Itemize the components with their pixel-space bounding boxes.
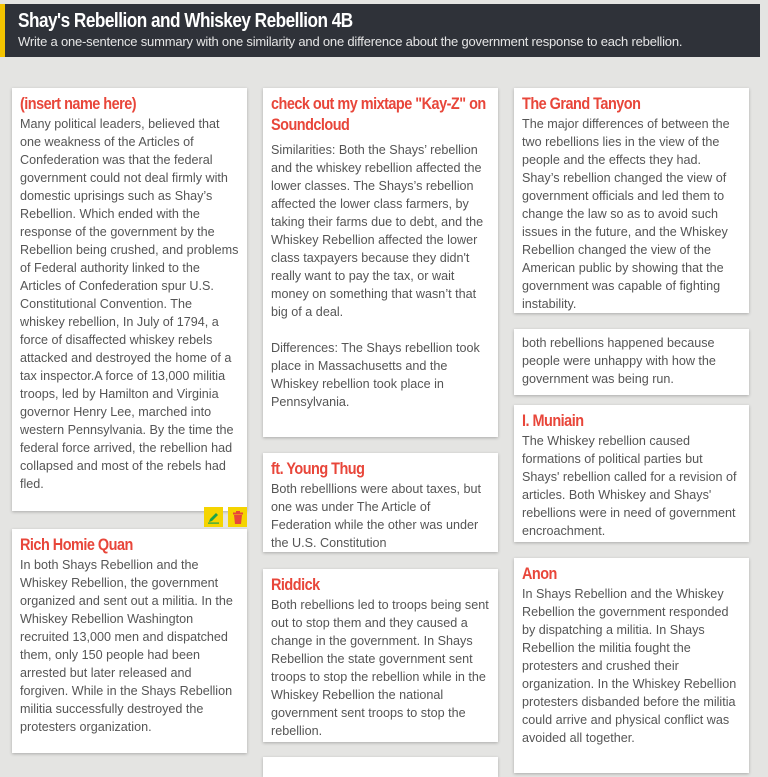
post-body: In both Shays Rebellion and the Whiskey Rebellion, the government organized and sent out a militia. In the Whiskey Rebellion Washington recruited 13,000 men and dispatched them, only 150 people had been arrested but later released and forgiven. While in the Shays Rebellion militia successfully destroyed the protesters organization. (20, 558, 233, 734)
post-title: The Grand Tanyon (522, 94, 641, 113)
edit-post-button[interactable] (204, 507, 223, 527)
post-card[interactable] (263, 757, 498, 777)
board-title: Shay's Rebellion and Whiskey Rebellion 4B (18, 10, 353, 32)
post-body: Similarities: Both the Shays’ rebellion and the whiskey rebellion affected the lower classes. The Shays’s rebellion affected the lower class farmers, by taking their farms due to debt, and the Whiskey Rebellion affected the lower class taxpayers because they didn't really want to pay the tax, or wait money on something that wasn’t that big of a deal. Differences: The Shays rebellion took place in Massachusetts and the Whiskey rebellion took place in Pennsylvania. (271, 143, 484, 409)
post-body: Both rebellions led to troops being sent out to stop them and they caused a change in the government. In Shays Rebellion the state government sent troops to stop the rebellion while in the Whiskey Rebellion the national government sent troops to stop the rebellion. (271, 598, 489, 738)
post-card[interactable] (263, 88, 498, 437)
post-title: (insert name here) (20, 94, 137, 113)
post-card[interactable] (263, 453, 498, 552)
delete-post-button[interactable] (228, 507, 247, 527)
post-body: Both rebelllions were about taxes, but one was under The Article of Federation while the other was under the U.S. Constitution (271, 482, 482, 550)
post-body: The major differences of between the two rebellions lies in the view of the people and the effects they had. Shay’s rebellion changed the view of government officials and led them to change the law so as to avoid such issues in the future, and the Whiskey Rebellion changed the view of the American public by showing that the government was capable of fighting instability. (522, 117, 730, 311)
post-title: ft. Young Thug (271, 459, 365, 478)
post-card[interactable] (514, 329, 749, 395)
post-card[interactable] (514, 405, 749, 542)
board-description: Write a one-sentence summary with one similarity and one difference about the government response to each rebellion. (18, 34, 683, 49)
post-card[interactable] (263, 569, 498, 742)
trash-icon (232, 511, 244, 524)
post-body: Many political leaders, believed that one weakness of the Articles of Confederation was that the federal government could not deal firmly with domestic uprisings such as Shay’s Rebellion. Which ended with the response of the government by the Rebellion being crushed, and problems of Federal authority linked to the Articles of Confederation spur U.S. Constitutional Convention. The whiskey rebellion, In July of 1794, a force of disaffected whiskey rebels attacked and destroyed the home of a tax inspector.A force of 13,000 militia troops, led by Hamilton and Virginia governor Henry Lee, marched into western Pennsylvania. By the time the federal force arrived, the rebellion had collapsed and most of the rebels had fled. (20, 117, 239, 491)
post-body: The Whiskey rebellion caused formations of political parties but Shays' rebellion called for a revision of articles. Both Whiskey and Shays' rebellions were in need of government encroachment. (522, 434, 737, 538)
post-card[interactable] (514, 558, 749, 773)
post-title: Anon (522, 564, 557, 583)
post-title: check out my mixtape "Kay-Z" on Soundcloud (271, 94, 486, 134)
board-header (0, 4, 760, 57)
pencil-icon (207, 511, 220, 524)
post-card[interactable] (12, 88, 247, 511)
post-card[interactable] (514, 88, 749, 313)
post-body: both rebellions happened because people were unhappy with how the government was being run. (522, 336, 716, 386)
post-title: Rich Homie Quan (20, 535, 133, 554)
post-title: I. Muniain (522, 411, 584, 430)
post-body: In Shays Rebellion and the Whiskey Rebellion the government responded by dispatching a militia. In Shays Rebellion the militia fought the protesters and crushed their organization. In the Whiskey Rebellion protesters disbanded before the militia could arrive and physical conflict was avoided all together. (522, 587, 737, 745)
post-card[interactable] (12, 529, 247, 753)
post-title: Riddick (271, 575, 320, 594)
